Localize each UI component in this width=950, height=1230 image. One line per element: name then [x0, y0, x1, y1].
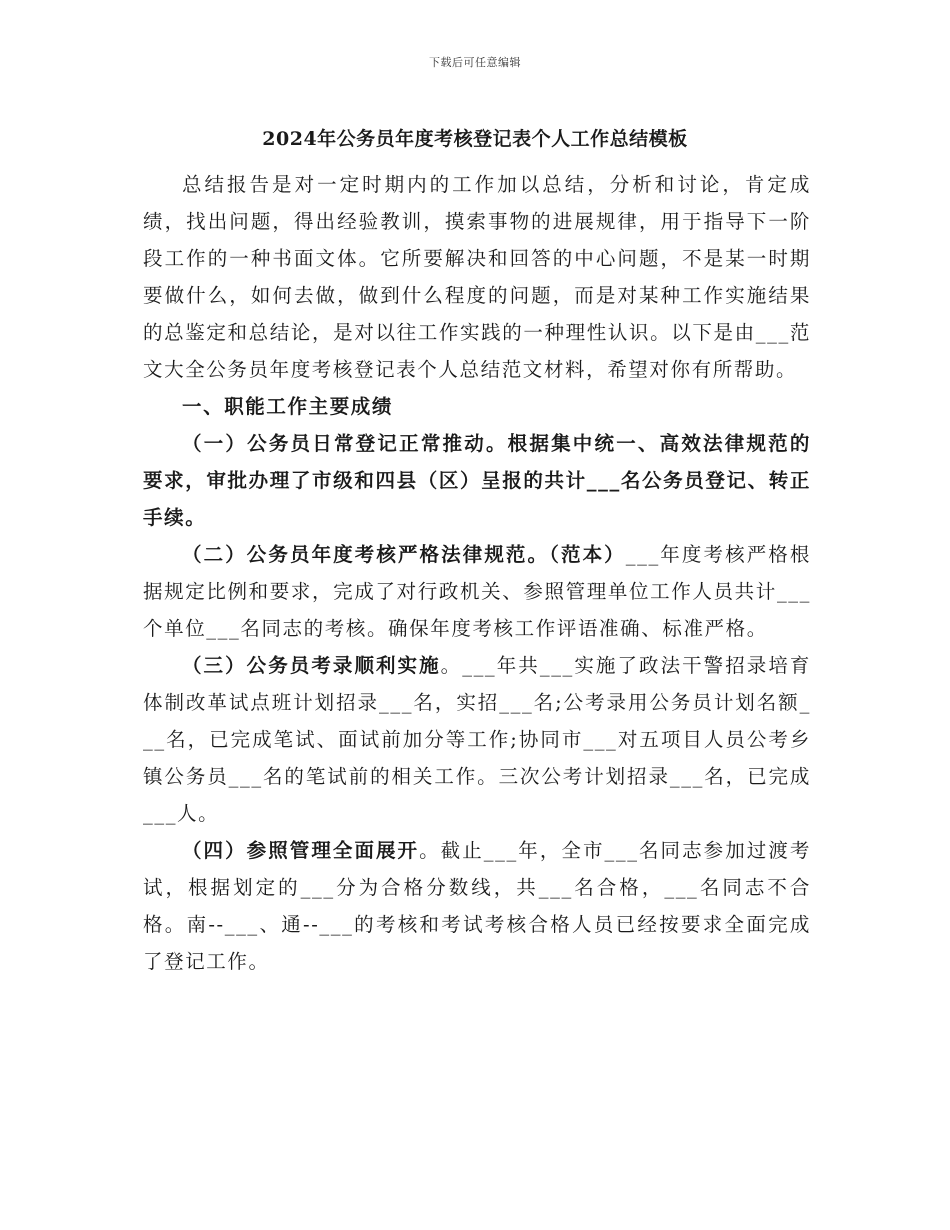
- intro-paragraph: 总结报告是对一定时期内的工作加以总结，分析和讨论，肯定成绩，找出问题，得出经验教训，摸索事物的进展规律，用于指导下一阶段工作的一种书面文体。它所要解决和回答的中心问题，不是某一时期要做什么，如何去做，做到什么程度的问题，而是对某种工作实施结果的总鉴定和总结论，是对以往工作实践的一种理性认识。以下是由___范文大全公务员年度考核登记表个人总结范文材料，希望对你有所帮助。: [143, 173, 811, 381]
- header-note: 下载后可任意编辑: [429, 56, 521, 69]
- item-4-paragraph: [143, 832, 811, 980]
- item-4-bold-text: （四）参照管理全面展开: [182, 839, 420, 862]
- document-title: 2024年公务员年度考核登记表个人工作总结模板: [262, 128, 688, 150]
- section-heading-1: 一、职能工作主要成绩: [182, 395, 394, 418]
- item-2-text: ___年度考核严格根据规定比例和要求，完成了对行政机关、参照管理单位工作人员共计___个单位___名同志的考核。确保年度考核工作评语准确、标准严格。: [143, 543, 811, 640]
- item-2-paragraph: [143, 536, 811, 647]
- item-2-bold-text: （二）公务员年度考核严格法律规范。（范本）: [182, 543, 626, 566]
- item-3-text: 。___年共___实施了政法干警招录培育体制改革试点班计划招录___名，实招___名;公考录用公务员计划名额___名，已完成笔试、面试前加分等工作;协同市___对五项目人员公考乡镇公务员___名的笔试前的相关工作。三次公考计划招录___名，已完成___人。: [143, 654, 811, 825]
- item-1-paragraph: [143, 425, 811, 536]
- item-3-paragraph: [143, 647, 811, 832]
- item-4-text: 。截止___年，全市___名同志参加过渡考试，根据划定的___分为合格分数线，共___名合格，___名同志不合格。南--___、通--___的考核和考试考核合格人员已经按要求全面完成了登记工作。: [143, 839, 811, 973]
- item-3-bold-text: （三）公务员考录顺利实施: [182, 654, 441, 677]
- document-body: [143, 166, 811, 980]
- item-1-bold-text: （一）公务员日常登记正常推动。根据集中统一、高效法律规范的要求，审批办理了市级和四县（区）呈报的共计___名公务员登记、转正手续。: [143, 432, 811, 529]
